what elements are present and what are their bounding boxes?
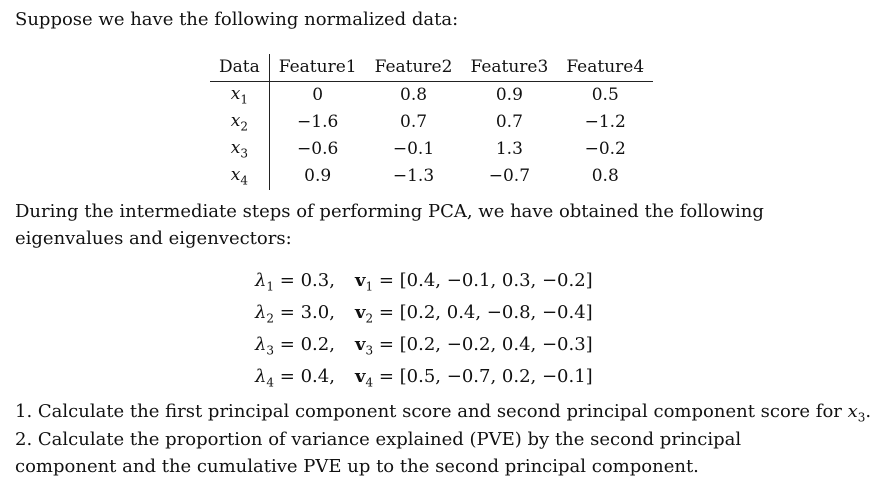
eigenvector: $v_1 = [0.4$, −0.1, 0.3, −0.2]: [355, 270, 593, 294]
header-feature3: Feature3: [461, 54, 557, 82]
table-row: [210, 136, 653, 163]
eigenvector: $v_3 = [0.2$, −0.2, 0.4, −0.3]: [355, 334, 593, 358]
row-label: $x_1$: [210, 82, 269, 110]
question-1: 1. Calculate the first principal component score and second principal component score for $x_3$.: [15, 401, 871, 425]
table-cell: −0.2: [584, 139, 626, 159]
eigenvalue: $\lambda_4 = 0.4$,: [255, 366, 335, 390]
table-row: [210, 109, 653, 136]
header-feature2: Feature2: [366, 54, 462, 82]
table-cell: −0.6: [297, 139, 339, 159]
eigenvalue: $\lambda_3 = 0.2$,: [255, 334, 335, 358]
table-row: [210, 163, 653, 190]
row-label: $x_4$: [210, 163, 269, 190]
eigen-row: [255, 265, 593, 297]
table-cell: −1.3: [392, 166, 435, 186]
table-cell: 0.7: [495, 112, 523, 132]
table-row: [210, 82, 653, 110]
eigen-row: [255, 329, 593, 361]
eigenvector: $v_4 = [0.5$, −0.7, 0.2, −0.1]: [355, 366, 593, 390]
eigen-list: [255, 265, 593, 393]
eigenvalue: $\lambda_1 = 0.3$,: [255, 270, 335, 294]
table-cell: 0.9: [495, 85, 523, 105]
table-cell: 0.8: [591, 166, 619, 186]
header-feature4: Feature4: [557, 54, 653, 82]
table-cell: −0.1: [392, 139, 435, 159]
table-cell: −0.7: [488, 166, 531, 186]
header-data: Data: [210, 54, 269, 82]
eigen-intro-text: During the intermediate steps of performing PCA, we have obtained the following eigenvalues and eigenvectors:: [15, 201, 764, 249]
table-cell: 0.5: [591, 85, 619, 105]
table-header-row: [210, 54, 653, 82]
row-label: $x_2$: [210, 109, 269, 136]
table-cell: 1.3: [495, 139, 523, 159]
table-cell: −1.6: [297, 112, 339, 132]
table-cell: 0.8: [400, 85, 428, 105]
question-2: 2. Calculate the proportion of variance explained (PVE) by the second principal component and the cumulative PVE up to the second principal component.: [15, 429, 742, 477]
row-label: $x_3$: [210, 136, 269, 163]
eigen-row: [255, 297, 593, 329]
header-feature1: Feature1: [269, 54, 365, 82]
data-table: [210, 54, 653, 190]
intro-text: Suppose we have the following normalized data:: [15, 9, 459, 30]
table-cell: −1.2: [584, 112, 626, 132]
table-cell: 0: [312, 85, 324, 105]
eigen-row: [255, 361, 593, 393]
eigenvalue: $\lambda_2 = 3.0$,: [255, 302, 335, 326]
table-cell: 0.9: [304, 166, 332, 186]
table-cell: 0.7: [400, 112, 428, 132]
eigenvector: $v_2 = [0.2$, 0.4, −0.8, −0.4]: [355, 302, 593, 326]
